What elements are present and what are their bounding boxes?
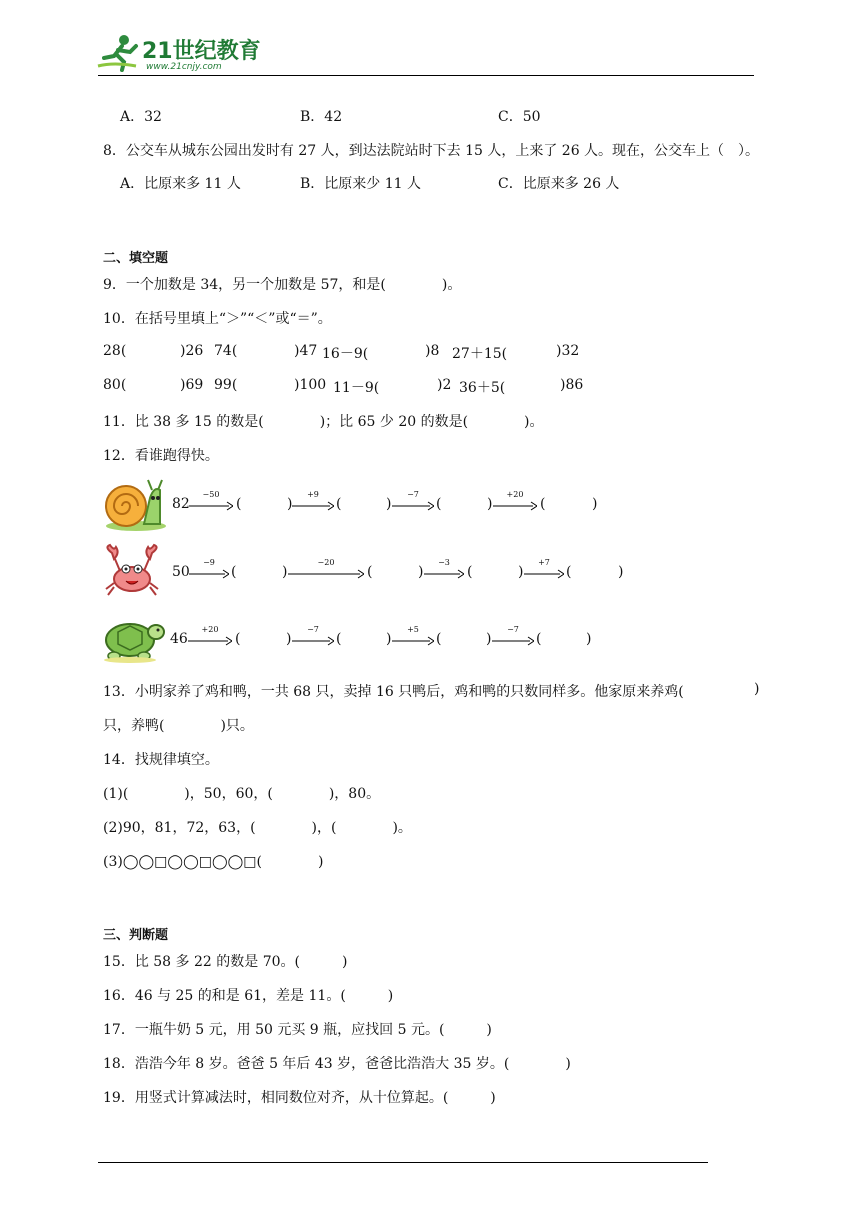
crab-icon — [102, 543, 162, 601]
q14-1: (1)( )，50，60，( )，80。 — [103, 786, 381, 802]
q12-r2-paren-3-close: ) — [518, 564, 524, 580]
q12-r3-paren-2-close: ) — [386, 631, 392, 647]
q10-r2-a-right: )69 — [180, 377, 204, 393]
q12-r2-paren-1-close: ) — [282, 564, 288, 580]
q12-r1-paren-3-close: ) — [487, 496, 493, 512]
q10-r2-a-left: 80( — [103, 377, 127, 393]
q12-r1-start: 82 — [172, 496, 190, 512]
q19: 19．用竖式计算减法时，相同数位对齐，从十位算起。( ) — [103, 1090, 496, 1106]
q12-r2-start: 50 — [172, 564, 190, 580]
q12-r3-paren-3-open: ( — [436, 631, 442, 647]
q12-r2-op-1: −9 — [203, 558, 215, 567]
footer-rule — [98, 1162, 708, 1163]
q10: 10．在括号里填上“＞”“＜”或“＝”。 — [103, 311, 332, 327]
q12-r1-paren-2-close: ) — [386, 496, 392, 512]
q12-r2-arrow-1 — [189, 558, 229, 580]
q17: 17．一瓶牛奶 5 元，用 50 元买 9 瓶，应找回 5 元。( ) — [103, 1022, 492, 1038]
section-3-title: 三、判断题 — [103, 928, 169, 943]
q12-r3-paren-1-close: ) — [286, 631, 292, 647]
q10-r1-b-left: 74( — [214, 343, 238, 359]
q15: 15．比 58 多 22 的数是 70。( ) — [103, 954, 348, 970]
header-rule — [98, 75, 754, 76]
q14-3: (3)◯◯□◯◯□◯◯□( ) — [103, 854, 324, 870]
q8-option-b: B．比原来少 11 人 — [300, 176, 422, 192]
q12-r3-op-3: +5 — [407, 625, 419, 634]
q12-r2-paren-3-open: ( — [467, 564, 473, 580]
q10-r1-b-right: )47 — [294, 343, 318, 359]
q10-r2-b-right: )100 — [294, 377, 327, 393]
q12-r3-arrow-1 — [188, 625, 232, 647]
q12: 12．看谁跑得快。 — [103, 448, 219, 464]
q10-r2-c-left: 11－9( — [333, 380, 380, 396]
logo — [96, 32, 266, 76]
snail-icon — [100, 476, 166, 532]
q12-r1-op-2: +9 — [307, 490, 319, 499]
q12-r2-paren-1-open: ( — [231, 564, 237, 580]
q14-2: (2)90，81，72，63，( )，( )。 — [103, 820, 412, 836]
q9: 9．一个加数是 34，另一个加数是 57，和是( )。 — [103, 277, 462, 293]
runner-icon — [96, 32, 140, 72]
q12-r2-paren-4-close: ) — [618, 564, 624, 580]
q12-r1-arrow-2 — [292, 490, 334, 512]
q7-option-a: A．32 — [120, 109, 162, 125]
q12-r3-arrow-2 — [292, 625, 334, 647]
q12-r2-op-3: −3 — [438, 558, 450, 567]
q7-option-c: C．50 — [498, 109, 541, 125]
q12-r2-op-2: −20 — [317, 558, 335, 567]
q12-r1-arrow-4 — [493, 490, 537, 512]
q12-r3-paren-3-close: ) — [486, 631, 492, 647]
q10-r1-d-left: 27＋15( — [452, 346, 508, 362]
q16: 16．46 与 25 的和是 61，差是 11。( ) — [103, 988, 394, 1004]
q13-line-1-end: ) — [754, 681, 760, 697]
q12-r3-paren-4-close: ) — [586, 631, 592, 647]
q12-r3-arrow-3 — [392, 625, 434, 647]
section-2-title: 二、填空题 — [103, 251, 169, 266]
q12-r2-op-4: +7 — [538, 558, 550, 567]
q12-r1-arrow-3 — [392, 490, 434, 512]
q8-stem: 8．公交车从城东公园出发时有 27 人，到达法院站时下去 15 人，上来了 26 人。现在，公交车上（ ）。 — [103, 143, 760, 159]
q8-option-a: A．比原来多 11 人 — [120, 176, 241, 192]
q12-r2-arrow-2 — [288, 558, 364, 580]
q12-r3-paren-4-open: ( — [536, 631, 542, 647]
q12-r1-paren-3-open: ( — [436, 496, 442, 512]
q12-r2-arrow-4 — [524, 558, 564, 580]
q14: 14．找规律填空。 — [103, 752, 219, 768]
q12-r2-paren-4-open: ( — [566, 564, 572, 580]
q13-line-1: 13．小明家养了鸡和鸭，一共 68 只，卖掉 16 只鸭后，鸡和鸭的只数同样多。他家原来养鸡( — [103, 684, 684, 700]
q12-r1-op-3: −7 — [407, 490, 419, 499]
q12-r2-arrow-3 — [424, 558, 464, 580]
q12-r2-paren-2-close: ) — [418, 564, 424, 580]
q12-r3-paren-1-open: ( — [235, 631, 241, 647]
q12-r3-op-1: +20 — [201, 625, 219, 634]
q12-r3-paren-2-open: ( — [336, 631, 342, 647]
q12-r3-start: 46 — [170, 631, 188, 647]
q8-option-c: C．比原来多 26 人 — [498, 176, 620, 192]
q12-r3-op-2: −7 — [307, 625, 319, 634]
q10-r2-d-left: 36＋5( — [459, 380, 506, 396]
q12-r1-paren-1-open: ( — [236, 496, 242, 512]
q10-r2-c-right: )2 — [437, 377, 452, 393]
q11: 11．比 38 多 15 的数是( )；比 65 少 20 的数是( )。 — [103, 414, 544, 430]
q10-r1-d-right: )32 — [556, 343, 580, 359]
q10-r1-c-right: )8 — [425, 343, 440, 359]
q10-r1-a-right: )26 — [180, 343, 204, 359]
q13-line-2: 只，养鸭( )只。 — [103, 718, 254, 734]
q12-r1-paren-1-close: ) — [287, 496, 293, 512]
turtle-icon — [100, 614, 166, 664]
q12-r1-paren-2-open: ( — [336, 496, 342, 512]
q12-r1-op-1: −50 — [202, 490, 220, 499]
q12-r2-paren-2-open: ( — [367, 564, 373, 580]
logo-text: 21世纪教育 — [142, 39, 261, 64]
q12-r1-arrow-1 — [189, 490, 233, 512]
q7-option-b: B．42 — [300, 109, 343, 125]
logo-url: www.21cnjy.com — [146, 62, 222, 72]
q18: 18．浩浩今年 8 岁。爸爸 5 年后 43 岁，爸爸比浩浩大 35 岁。( ) — [103, 1056, 571, 1072]
q12-r3-op-4: −7 — [507, 625, 519, 634]
q10-r2-b-left: 99( — [214, 377, 238, 393]
q12-r1-paren-4-close: ) — [592, 496, 598, 512]
q12-r1-op-4: +20 — [506, 490, 524, 499]
q10-r1-c-left: 16－9( — [322, 346, 369, 362]
q10-r2-d-right: )86 — [560, 377, 584, 393]
q12-r3-arrow-4 — [492, 625, 534, 647]
q10-r1-a-left: 28( — [103, 343, 127, 359]
q12-r1-paren-4-open: ( — [540, 496, 546, 512]
